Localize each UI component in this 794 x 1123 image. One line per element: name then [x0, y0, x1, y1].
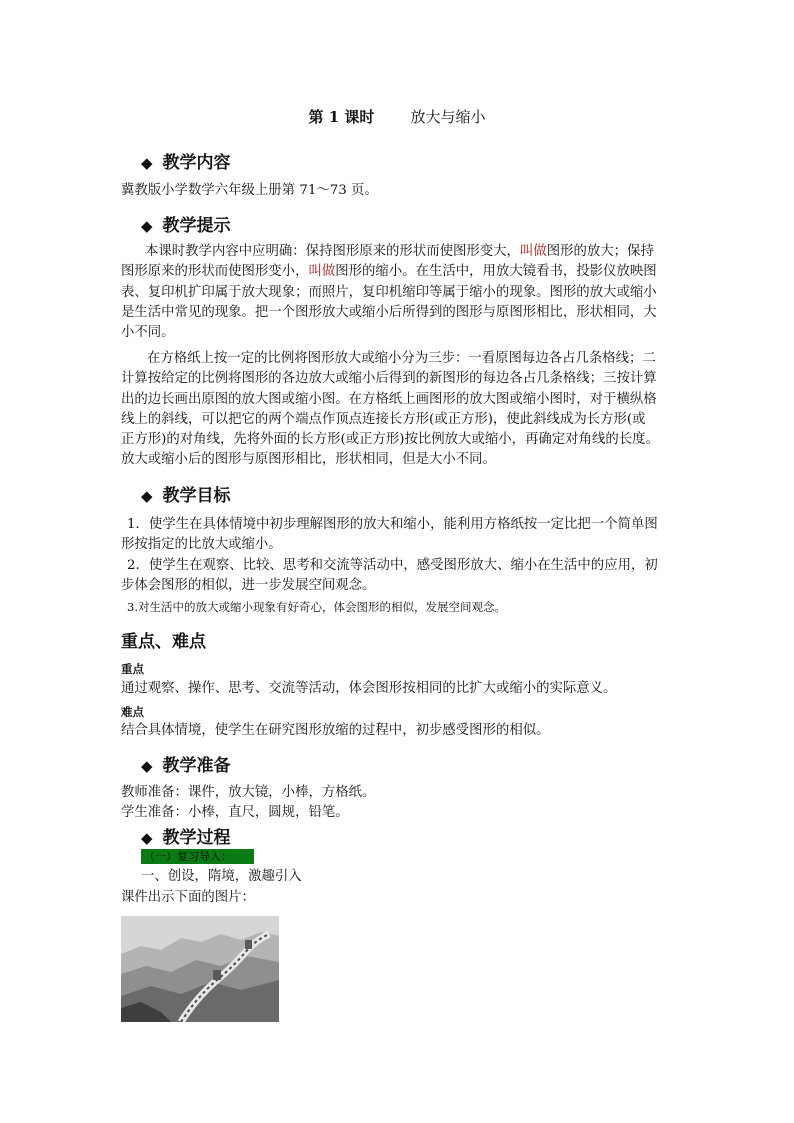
section-label-review: （一）复习导入：	[141, 849, 254, 864]
goal-item-2: 2．使学生在观察、比较、思考和交流等活动中，感受图形放大、缩小在生活中的应用，初	[127, 557, 658, 573]
hint-line: 正方形)的对角线，先将外面的长方形(或正方形)按比例放大或缩小，再确定对角线的长度。	[121, 432, 659, 448]
hint-line	[121, 242, 657, 262]
diamond-bullet-icon: ◆	[141, 829, 153, 847]
key-text: 通过观察、操作、思考、交流等活动，体会图形按相同的比扩大或缩小的实际意义。	[121, 681, 617, 696]
difficulty-label: 难点	[121, 705, 144, 719]
diamond-bullet-icon: ◆	[141, 154, 153, 172]
heading-hint-label: 教学提示	[162, 216, 231, 236]
heading-process-label: 教学过程	[162, 828, 231, 848]
hint-paragraph-2	[121, 349, 659, 471]
goal-item-2-cont: 步体会图形的相似，进一步发展空间观念。	[121, 577, 376, 593]
process-step-2: 课件出示下面的图片：	[121, 890, 255, 905]
heading-key: 重点、难点	[121, 632, 206, 652]
great-wall-photo	[121, 916, 279, 1022]
hint-line: 线上的斜线，可以把它的两个端点作顶点连接长方形(或正方形)，使此斜线成为长方形(或	[121, 411, 646, 427]
text-run: 图形的缩小。在生活中，用放大镜看书，投影仪放映图	[335, 264, 657, 280]
process-step-1: 一、创设，隋境，激趣引入	[141, 869, 302, 884]
highlight-run: 叫做	[519, 244, 547, 259]
heading-hint	[141, 211, 231, 236]
goal-item-1-cont: 形按指定的比放大或缩小。	[121, 537, 282, 553]
hint-line: 计算按给定的比例将图形的各边放大或缩小后得到的新图形的每边各占几条格线；三按计算	[121, 371, 657, 387]
heading-goals-label: 教学目标	[162, 486, 231, 506]
text-run: 图形的放大；保持	[546, 244, 654, 259]
key-label: 重点	[121, 662, 144, 676]
page-title	[0, 106, 794, 127]
hint-line: 是生活中常见的现象。把一个图形放大或缩小后所得到的图形与原图形相比，形状相同，大	[121, 304, 657, 320]
hint-line: 小不同。	[121, 325, 175, 341]
heading-prep-label: 教学准备	[162, 756, 231, 776]
content-text: 冀教版小学数学六年级上册第 71～73 页。	[121, 183, 378, 198]
heading-prep	[141, 751, 231, 776]
heading-content	[141, 148, 231, 173]
great-wall-drawing	[121, 916, 279, 1022]
heading-content-label: 教学内容	[162, 153, 231, 173]
heading-goals	[141, 481, 231, 506]
diamond-bullet-icon: ◆	[141, 757, 153, 775]
lesson-topic: 放大与缩小	[410, 108, 486, 126]
diamond-bullet-icon: ◆	[141, 487, 153, 505]
text-run: 本课时教学内容中应明确：保持图形原来的形状而使图形变大，	[145, 244, 520, 259]
hint-line: 在方格纸上按一定的比例将图形放大或缩小分为三步：一看原图每边各占几条格线；二	[147, 351, 656, 366]
hint-line	[121, 262, 657, 282]
goal-item-3: 3.对生活中的放大或缩小现象有好奇心，体会图形的相似，发展空间观念。	[127, 600, 506, 615]
diamond-bullet-icon: ◆	[141, 217, 153, 235]
difficulty-text: 结合具体情境，使学生在研究图形放缩的过程中，初步感受图形的相似。	[121, 723, 550, 738]
highlight-run: 叫做	[308, 264, 336, 280]
text-run: 图形原来的形状而使图形变小，	[121, 264, 309, 280]
goal-item-1: 1．使学生在具体情境中初步理解图形的放大和缩小，能利用方格纸按一定比把一个简单图	[127, 517, 658, 532]
hint-paragraph-1	[121, 242, 657, 343]
hint-line: 放大或缩小后的图形与原图形相比，形状相同，但是大小不同。	[121, 452, 496, 468]
lesson-number: 第 1 课时	[308, 108, 375, 126]
hint-line: 表、复印机扩印属于放大现象；而照片，复印机缩印等属于缩小的现象。图形的放大或缩小	[121, 284, 657, 300]
teacher-prep: 教师准备：课件，放大镜，小棒，方格纸。	[121, 785, 376, 800]
goals-list	[121, 515, 658, 618]
hint-line: 出的边长画出原图的放大图或缩小图。在方格纸上画图形的放大图或缩小图时，对于横纵格	[121, 391, 657, 407]
student-prep: 学生准备：小棒，直尺，圆规，铅笔。	[121, 805, 349, 820]
heading-process	[141, 823, 231, 848]
